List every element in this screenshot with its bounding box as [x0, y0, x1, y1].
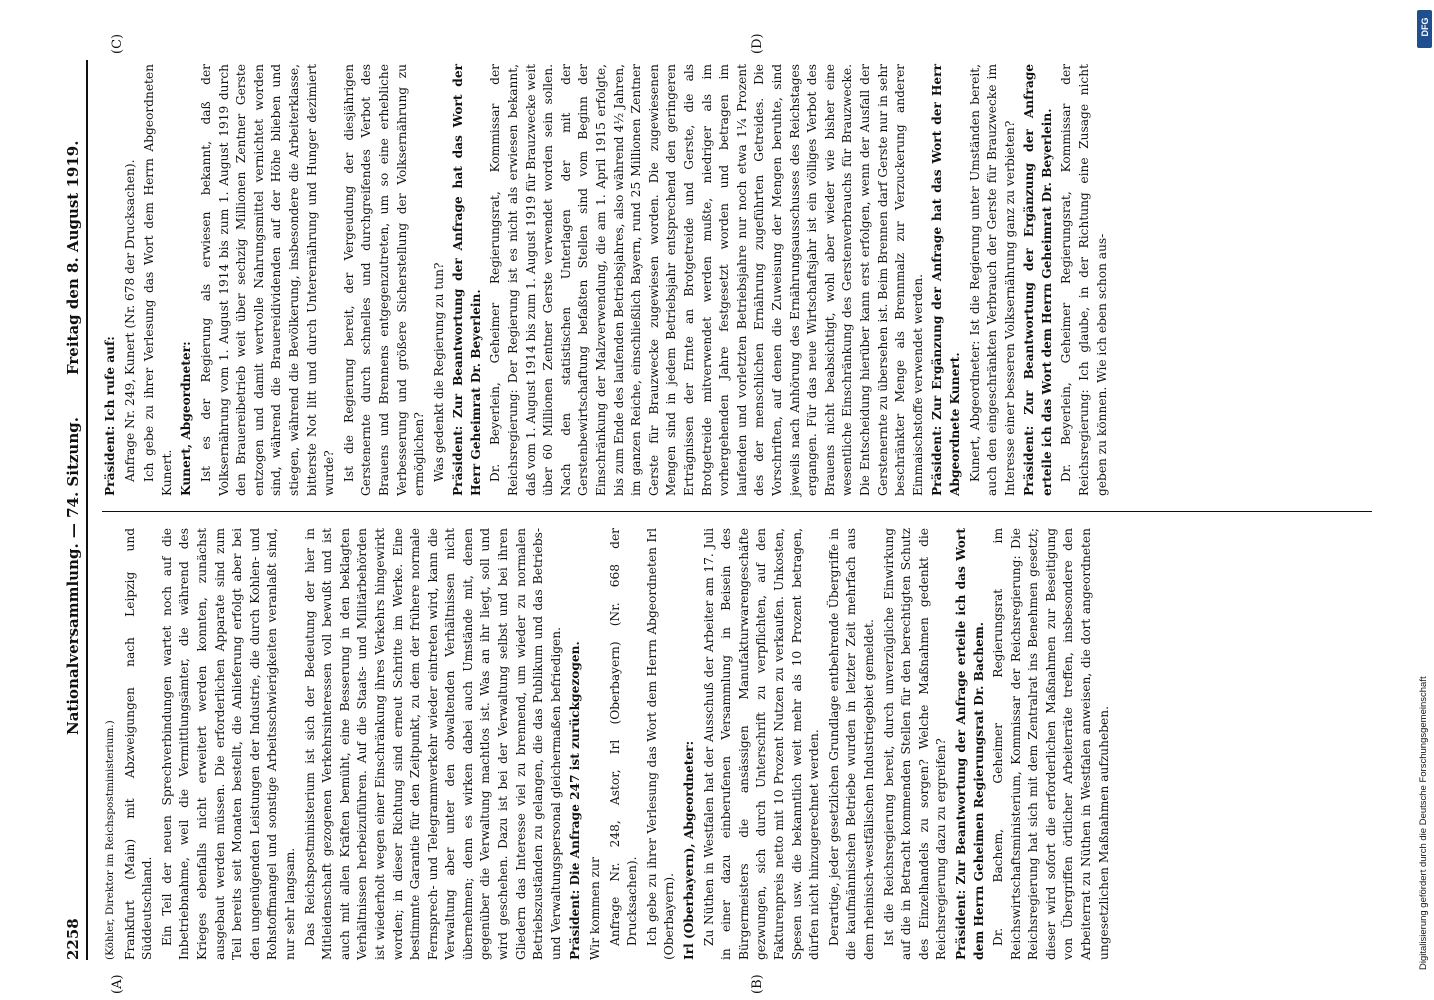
speaker-continuation: (Köhler, Direktor im Reichspostministerium.) [104, 720, 116, 960]
margin-letter-c: (C) [110, 33, 125, 54]
right-column [102, 64, 1113, 496]
president-statement: Präsident: Zur Beantwortung der Ergänzung der Anfrage erteile ich das Wort dem Herrn Geheimrat Dr. Beyerlein. [1022, 64, 1054, 496]
president-statement: Präsident: Ich rufe auf: [103, 336, 117, 496]
president-statement: Präsident: Zur Beantwortung der Anfrage hat das Wort der Herr Geheimrat Dr. Beyerlein. [451, 64, 483, 496]
paragraph: Kunert, Abgeordneter: Ist die Regierung unter Umständen bereit, auch den eingeschränkten Verbrauch der Gerste für Brauzwecke im Interesse einer besseren Volksernährung ganz zu verbieten? [967, 64, 1017, 496]
left-column [102, 528, 1115, 960]
speaker-name: Kunert, Abgeordneter: [179, 341, 194, 496]
paragraph: Was gedenkt die Regierung zu tun? [431, 262, 446, 482]
president-statement: Präsident: Die Anfrage 247 ist zurückgezogen. [568, 641, 583, 960]
margin-letter-d: (D) [750, 33, 765, 54]
paragraph: Ist die Regierung bereit, der Vergeudung der diesjährigen Gerstenernte durch schnelles und durchgreifendes Verbot des Brauens und Brennens entgegenzutreten, um so eine erhebliche Verbesserung und größere Sicherstellung der Volksernährung zu ermöglichen? [341, 64, 427, 496]
dfg-logo-text: DFG [1420, 17, 1430, 37]
rotated-page [60, 33, 1380, 994]
paragraph: Ist es der Regierung als erwiesen bekannt, daß der Volksernährung vom 1. August 1914 bis zum 1. August 1919 durch den Brauereibetrieb weit über sechzig Millionen Zentner Gerste entzogen und damit wertvolle Nahrungsmittel vernichtet worden sind, während die Brauereidividenden auf der Höhe blieben und stiegen, während die Bevölkerung, insbesondere die Arbeiterklasse, bitterste Not litt und durch Unterernährung und Hunger dezimiert wurde? [198, 64, 337, 496]
paragraph: Wir kommen zur [588, 857, 603, 960]
header-right-title: Freitag den 8. August 1919. [64, 140, 82, 375]
paragraph: Ein Teil der neuen Sprechverbindungen wartet noch auf die Inbetriebnahme, weil die Vermittlungsämter, die während des Krieges ebenfalls nicht erweitert werden konnten, zunächst ausgebaut werden müssen. Die erforderlichen Apparate sind zum Teil bereits seit Monaten bestellt, die Anlieferung erfolgt aber bei den ungenügenden Leistungen der Industrie, die durch Kohlen- und Rohstoffmangel und sonstige Arbeitsschwierigkeiten veranlaßt sind, nur sehr langsam. [159, 528, 297, 960]
paragraph: Ist die Reichsregierung bereit, durch unverzügliche Einwirkung auf die in Betracht kommenden Stellen für den berechtigten Schutz des Einzelhandels zu sorgen? Welche Maßnahmen gedenkt die Reichsregierung dazu zu ergreifen? [881, 528, 949, 960]
margin-letter-b: (B) [750, 974, 765, 994]
paragraph: Zu Nüthen in Westfalen hat der Ausschuß der Arbeiter am 17. Juli in einer dazu einberufenen Versammlung in Beisein des Bürgermeisters die ansässigen Manufakturwarengeschäfte gezwungen, sich durch Unterschrift zu verpflichten, auf den Fakturenpreis netto mit 10 Prozent Nutzen zu verkaufen. Unkosten, Spesen usw. die bekanntlich weit mehr als 10 Prozent betragen, dürfen nicht hinzugerechnet werden. [701, 528, 822, 960]
paragraph: Das Reichspostministerium ist sich der Bedeutung der hier in Mitleidenschaft gezogenen Verkehrsinteressen voll bewußt und ist auch mit allen Kräften bemüht, eine Besserung in den beklagten Verhältnissen herbeizuführen. Auf die Staats- und Militärbehörden ist wiederholt wegen einer Einschränkung ihres Verkehrs hingewirkt worden; in dieser Richtung sind erneut Schritte im Werke. Eine bestimmte Garantie für den Zeitpunkt, zu dem der frühere normale Fernsprech- und Telegrammverkehr wieder eintreten wird, kann die Verwaltung aber unter den obwaltenden Verhältnissen nicht übernehmen; denn es wirken dabei auch Umstände mit, denen gegenüber die Verwaltung machtlos ist. Was an ihr liegt, soll und wird geschehen. Dazu ist bei der Verwaltung selbst und bei ihren Gliedern das Interesse viel zu brennend, um wieder zu normalen Betriebszuständen zu gelangen, die das Publikum und das Betriebs- und Verwaltungspersonal gleichermaßen befriedigen. [302, 528, 563, 960]
page-number: 2258 [64, 918, 82, 960]
column-rule [102, 511, 1372, 512]
paragraph: Dr. Bachem, Geheimer Regierungsrat im Reichswirtschaftsministerium, Kommissar der Reichsregierung: Die Reichsregierung hat sich mit dem Zentralrat ins Benehmen gesetzt; dieser wird sofort die erforderlichen Maßnahmen zur Beseitigung von Übergriffen örtlicher Arbeiterräte treffen, insbesondere den Arbeiterrat zu Nüthen in Westfalen anweisen, die dort angeordneten ungesetzlichen Maßnahmen aufzuheben. [991, 528, 1111, 960]
president-statement: Präsident: Zur Beantwortung der Anfrage erteile ich das Wort dem Herrn Geheimen Regierungsrat Dr. Bachem. [953, 528, 986, 960]
dfg-logo [1417, 10, 1432, 48]
paragraph: Ich gebe zu ihrer Verlesung das Wort dem Herrn Abgeordneten Irl (Oberbayern). [644, 528, 677, 960]
margin-letter-a: (A) [110, 974, 125, 994]
digitization-credit: Digitalisierung gefördert durch die Deutsche Forschungsgemeinschaft [1418, 676, 1429, 970]
paragraph: Frankfurt (Main) mit Abzweigungen nach Leipzig und Süddeutschland. [122, 528, 155, 960]
paragraph: Dr. Beyerlein, Geheimer Regierungsrat, Kommissar der Reichsregierung: Ich glaube, in der Richtung eine Zusage nicht geben zu können. Wie ich eben schon aus- [1059, 64, 1109, 496]
header-left-title: Nationalversammlung. — 74. Sitzung. [64, 417, 82, 735]
paragraph: Dr. Beyerlein, Geheimer Regierungsrat, Kommissar der Reichsregierung: Der Regierung ist es nicht als erwiesen bekannt, daß vom 1. August 1914 bis zum 1. August 1919 für Brauzwecke weit über 60 Millionen Zentner Gerste verwendet worden sein sollen. Nach den statistischen Unterlagen der mit der Gerstenbewirtschaftung befaßten Stellen sind vom Beginn der Einschränkung der Malzverwendung, die am 1. April 1915 erfolgte, bis zum Ende des laufenden Betriebsjahres, also während 4½ Jahren, im ganzen Reiche, einschließlich Bayern, rund 25 Millionen Zentner Gerste für Brauzwecke zugewiesen worden. Die zugewiesenen Mengen sind in jedem Betriebsjahr entsprechend den geringeren Erträgnissen der Ernte an Brotgetreide und Gerste, die als Brotgetreide mitverwendet werden mußte, niedriger als im vorhergehenden Jahre festgesetzt worden und betragen im laufenden und vorletzten Betriebsjahre nur noch etwa 1¼ Prozent des der menschlichen Ernährung zugeführten Getreides. Die Vorschriften, auf denen die Zuweisung der Mengen beruhte, sind jeweils nach Anhörung des Ernährungsausschusses des Reichstages ergangen. Für das neue Wirtschaftsjahr ist ein völliges Verbot des Brauens nicht beabsichtigt, wohl aber wieder wie bisher eine wesentliche Einschränkung des Gerstenverbrauchs für Brauzwecke. Die Entscheidung hierüber kann erst erfolgen, wenn der Ausfall der Gerstenernte zu übersehen ist. Beim Brennen darf Gerste nur in sehr beschränkter Menge als Brennmalz zur Verzuckerung anderer Einmaischstoffe verwendet werden. [488, 64, 925, 496]
speaker-name: Irl (Oberbayern), Abgeordneter: [682, 740, 696, 960]
inquiry-title: Anfrage Nr. 248, Astor, Irl (Oberbayern) (Nr. 668 der Drucksachen). [607, 528, 640, 946]
page-header [60, 60, 88, 960]
inquiry-title: Anfrage Nr. 249, Kunert (Nr. 678 der Drucksachen). [122, 159, 137, 482]
president-statement: Präsident: Zur Ergänzung der Anfrage hat das Wort der Herr Abgeordnete Kunert. [930, 64, 962, 496]
paragraph: Ich gebe zu ihrer Verlesung das Wort dem Herrn Abgeordneten Kunert. [142, 64, 174, 496]
paragraph: Derartige, jeder gesetzlichen Grundlage entbehrende Übergriffe in die kaufmännischen Betriebe wurden in letzter Zeit mehrfach aus dem rheinisch-westfälischen Industriegebiet gemeldet. [826, 528, 876, 960]
